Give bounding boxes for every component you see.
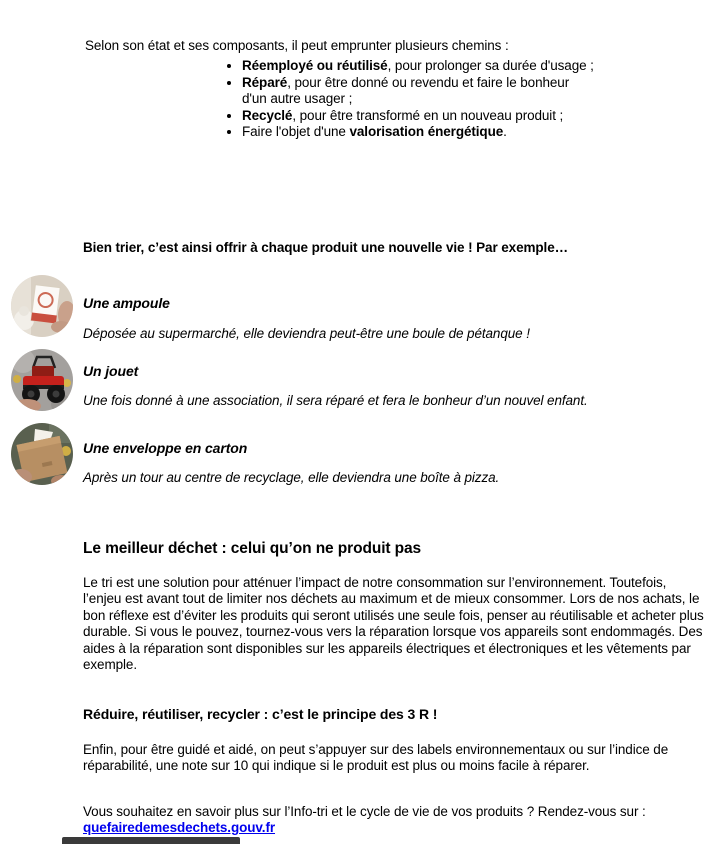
quefairedemesdechets-link[interactable]: quefairedemesdechets.gouv.fr: [83, 820, 276, 836]
example-desc-ampoule: Déposée au supermarché, elle deviendra peut-être une boule de pétanque !: [83, 325, 530, 341]
toy-truck-photo-graphic: [11, 349, 73, 411]
example-desc-jouet: Une fois donné à une association, il sera réparé et fera le bonheur d’un nouvel enfant.: [83, 392, 588, 408]
cta-text: Vous souhaitez en savoir plus sur l’Info-tri et le cycle de vie de vos produits ? Rendez-vous sur :: [83, 803, 646, 819]
toy-truck-photo: [11, 349, 73, 411]
cta-paragraph: [83, 804, 705, 837]
examples-intro-heading: Bien trier, c’est ainsi offrir à chaque produit une nouvelle vie ! Par exemple…: [83, 239, 568, 255]
list-item: • Réparé, pour être donné ou revendu et faire le bonheur d'un autre usager ;: [242, 75, 594, 108]
lightbulb-box-photo: [11, 275, 73, 337]
example-desc-enveloppe: Après un tour au centre de recyclage, elle deviendra une boîte à pizza.: [83, 469, 500, 485]
list-item: • Recyclé, pour être transformé en un nouveau produit ;: [242, 108, 594, 125]
example-title-enveloppe: Une enveloppe en carton: [83, 440, 248, 456]
section-paragraph-1: Le tri est une solution pour atténuer l’impact de notre consommation sur l’environnement. Toutefois, l’enjeu est avant tout de limiter nos déchets au maximum et de mieux consommer. Lors de nos achats, le bon réflexe est d’éviter les produits qui seront utilisés une seule fois, penser au réutilisable et acheter plus durable. Si vous le pouvez, tournez-vous vers la réparation lorsque vos appareils sont endommagés. Des aides à la réparation sont disponibles sur les appareils électriques et électroniques et les vêtements par exemple.: [83, 574, 704, 673]
cardboard-envelope-photo: [11, 423, 73, 485]
list-item: • Réemployé ou réutilisé, pour prolonger sa durée d'usage ;: [242, 58, 594, 75]
envelope-photo-graphic: [11, 423, 73, 485]
section-paragraph-2: Enfin, pour être guidé et aidé, on peut s’appuyer sur des labels environnementaux ou sur l’indice de réparabilité, une note sur 10 qui indique si le produit est plus ou moins facile à réparer.: [83, 741, 669, 774]
intro-paragraph: Selon son état et ses composants, il peut emprunter plusieurs chemins :: [85, 37, 509, 53]
lightbulb-photo-graphic: [11, 275, 73, 337]
waste-paths-list: [222, 58, 594, 141]
section-heading: Le meilleur déchet : celui qu’on ne produit pas: [83, 539, 422, 557]
three-r-subheading: Réduire, réutiliser, recycler : c’est le principe des 3 R !: [83, 706, 438, 722]
example-title-ampoule: Une ampoule: [83, 295, 170, 311]
example-title-jouet: Un jouet: [83, 363, 139, 379]
cutoff-footer-bar: [62, 837, 240, 844]
list-item: • Faire l'objet d'une valorisation énergétique.: [242, 124, 594, 141]
